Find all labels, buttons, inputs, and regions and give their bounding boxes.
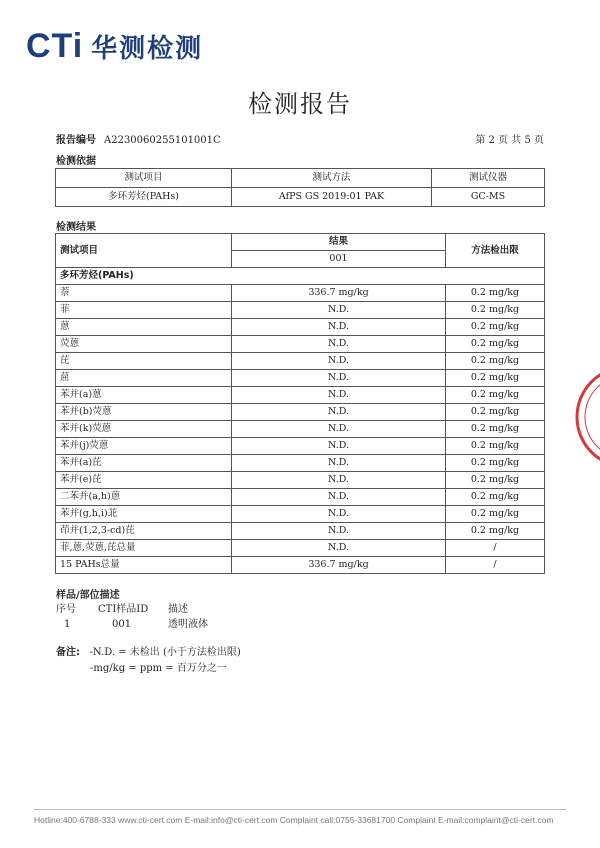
results-group-row xyxy=(56,268,545,285)
result-value: N.D. xyxy=(232,540,446,557)
result-value: N.D. xyxy=(232,404,446,421)
result-item: 苯并(j)荧蒽 xyxy=(56,438,232,455)
result-row xyxy=(56,438,545,455)
sample-id: 001 xyxy=(112,619,132,630)
page-title: 检测报告 xyxy=(248,90,352,118)
sample-table xyxy=(56,602,208,632)
results-col-limit: 方法检出限 xyxy=(446,234,545,268)
result-row xyxy=(56,506,545,523)
result-item: 苯并(a)蒽 xyxy=(56,387,232,404)
logo-chinese: 华测检测 xyxy=(91,33,204,64)
result-item: 二苯并(a,h)蒽 xyxy=(56,489,232,506)
result-item: 蒽 xyxy=(56,319,232,336)
result-row xyxy=(56,540,545,557)
result-limit: / xyxy=(446,540,545,557)
result-limit: 0.2 mg/kg xyxy=(446,472,545,489)
results-heading: 检测结果 xyxy=(56,222,96,233)
results-group: 多环芳烃(PAHs) xyxy=(56,268,545,285)
result-row xyxy=(56,302,545,319)
results-col-result: 结果 xyxy=(232,234,446,251)
result-item: 苯并(g,h,i)苝 xyxy=(56,506,232,523)
result-value: N.D. xyxy=(232,506,446,523)
result-value: N.D. xyxy=(232,353,446,370)
result-row xyxy=(56,370,545,387)
sample-header-row xyxy=(56,602,208,617)
result-item: 苯并(k)荧蒽 xyxy=(56,421,232,438)
result-limit: 0.2 mg/kg xyxy=(446,370,545,387)
result-limit: 0.2 mg/kg xyxy=(446,285,545,302)
result-value: N.D. xyxy=(232,472,446,489)
notes-label: 备注: xyxy=(56,647,80,658)
result-value: N.D. xyxy=(232,421,446,438)
result-limit: 0.2 mg/kg xyxy=(446,455,545,472)
result-limit: / xyxy=(446,557,545,574)
sample-col-id: CTI样品ID xyxy=(98,604,149,615)
result-item: 苯并(b)荧蒽 xyxy=(56,404,232,421)
basis-col-method: 测试方法 xyxy=(232,169,432,188)
result-row xyxy=(56,421,545,438)
basis-heading: 检测依据 xyxy=(56,156,96,167)
basis-table xyxy=(55,168,545,207)
footer-contacts: Hotline:400-6788-333 www.cti-cert.com E-mail:info@cti-cert.com Complaint call:0755-33681700 Complaint E-mail:complaint@cti-cert.com xyxy=(34,815,554,825)
basis-col-instrument: 测试仪器 xyxy=(432,169,545,188)
result-value: N.D. xyxy=(232,523,446,540)
result-row xyxy=(56,285,545,302)
result-value: 336.7 mg/kg xyxy=(232,557,446,574)
result-limit: 0.2 mg/kg xyxy=(446,404,545,421)
results-body xyxy=(56,285,545,574)
result-item: 芘 xyxy=(56,353,232,370)
result-item: 荧蒽 xyxy=(56,336,232,353)
result-limit: 0.2 mg/kg xyxy=(446,438,545,455)
result-value: N.D. xyxy=(232,438,446,455)
result-limit: 0.2 mg/kg xyxy=(446,319,545,336)
result-item: 萘 xyxy=(56,285,232,302)
result-limit: 0.2 mg/kg xyxy=(446,489,545,506)
result-row xyxy=(56,557,545,574)
result-limit: 0.2 mg/kg xyxy=(446,353,545,370)
notes xyxy=(56,645,241,677)
sample-no: 1 xyxy=(64,619,71,630)
result-row xyxy=(56,455,545,472)
sample-row xyxy=(56,617,208,632)
result-item: 苯并(a)芘 xyxy=(56,455,232,472)
results-table xyxy=(55,233,545,574)
result-item: 䓛 xyxy=(56,370,232,387)
result-value: N.D. xyxy=(232,319,446,336)
result-value: N.D. xyxy=(232,489,446,506)
result-item: 15 PAHs总量 xyxy=(56,557,232,574)
basis-col-item: 测试项目 xyxy=(56,169,232,188)
results-sample-id: 001 xyxy=(232,251,446,268)
note-line-2: -mg/kg = ppm = 百万分之一 xyxy=(90,663,227,674)
results-col-item: 测试项目 xyxy=(56,234,232,268)
sample-heading: 样品/部位描述 xyxy=(56,590,120,601)
result-limit: 0.2 mg/kg xyxy=(446,523,545,540)
logo-latin: CTi xyxy=(26,26,84,65)
sample-col-desc: 描述 xyxy=(168,604,188,615)
report-no: A2230060255101001C xyxy=(104,135,221,146)
result-limit: 0.2 mg/kg xyxy=(446,336,545,353)
result-value: N.D. xyxy=(232,336,446,353)
result-item: 菲 xyxy=(56,302,232,319)
sample-desc: 透明液体 xyxy=(168,619,208,630)
footer-divider xyxy=(34,809,566,810)
result-limit: 0.2 mg/kg xyxy=(446,506,545,523)
result-row xyxy=(56,472,545,489)
result-item: 菲,蒽,荧蒽,芘总量 xyxy=(56,540,232,557)
result-value: N.D. xyxy=(232,387,446,404)
sample-col-no: 序号 xyxy=(56,604,76,615)
result-item: 苯并(e)芘 xyxy=(56,472,232,489)
basis-row xyxy=(56,188,545,207)
result-limit: 0.2 mg/kg xyxy=(446,387,545,404)
results-header-row xyxy=(56,234,545,251)
result-value: N.D. xyxy=(232,302,446,319)
company-logo xyxy=(26,28,203,64)
result-value: N.D. xyxy=(232,455,446,472)
basis-instrument: GC-MS xyxy=(432,188,545,207)
report-no-label: 报告编号 xyxy=(56,135,96,146)
result-row xyxy=(56,319,545,336)
basis-header-row xyxy=(56,169,545,188)
note-line-1: -N.D. = 未检出 (小于方法检出限) xyxy=(89,647,241,658)
result-row xyxy=(56,404,545,421)
page-number: 第 2 页 共 5 页 xyxy=(475,135,544,146)
result-value: N.D. xyxy=(232,370,446,387)
result-limit: 0.2 mg/kg xyxy=(446,302,545,319)
result-row xyxy=(56,336,545,353)
result-item: 茚并(1,2,3-cd)芘 xyxy=(56,523,232,540)
basis-item: 多环芳烃(PAHs) xyxy=(56,188,232,207)
result-row xyxy=(56,353,545,370)
basis-method: AfPS GS 2019:01 PAK xyxy=(232,188,432,207)
seal-stamp xyxy=(575,362,600,476)
result-row xyxy=(56,387,545,404)
result-value: 336.7 mg/kg xyxy=(232,285,446,302)
result-limit: 0.2 mg/kg xyxy=(446,421,545,438)
report-meta xyxy=(56,131,544,146)
result-row xyxy=(56,523,545,540)
result-row xyxy=(56,489,545,506)
